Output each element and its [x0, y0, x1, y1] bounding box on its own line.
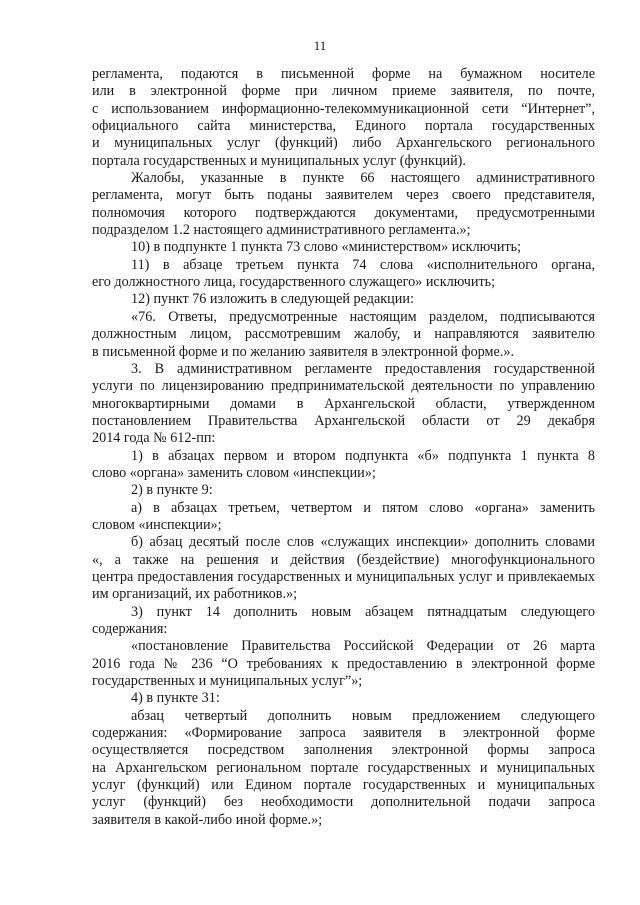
text-line: словом «инспекции»;: [92, 516, 222, 533]
text-line: а) в абзацах третьем, четвертом и пятом слово «органа» заменить: [131, 499, 595, 516]
text-line: официального сайта министерства, Единого портала государственных: [92, 118, 595, 135]
text-line: в письменной форме и по желанию заявителя в электронной форме.».: [92, 343, 515, 360]
text-line: 4) в пункте 31:: [131, 690, 220, 707]
document-body: [92, 66, 595, 829]
text-line: регламента, подаются в письменной форме на бумажном носителе: [92, 66, 595, 82]
text-line: б) абзац десятый после слов «служащих инспекции» дополнить словами: [131, 534, 595, 551]
text-line: 2016 года № 236 “О требованиях к предоставлению в электронной форме: [92, 655, 595, 672]
text-line: портала государственных и муниципальных услуг (функций).: [92, 152, 466, 169]
text-line: центра предоставления государственных и муниципальных услуг и привлекаемых: [92, 568, 595, 585]
text-line: осуществляется посредством заполнения электронной формы запроса: [92, 742, 595, 759]
text-line: полномочия которого подтверждаются документами, предусмотренными: [92, 204, 595, 221]
text-line: абзац четвертый дополнить новым предложением следующего: [131, 707, 595, 724]
text-line: или в электронной форме при личном приеме заявителя, по почте,: [92, 83, 595, 100]
text-line: регламента, могут быть поданы заявителем через своего представителя,: [92, 187, 595, 204]
text-line: 1) в абзацах первом и втором подпункта «б» подпункта 1 пункта 8: [131, 447, 595, 464]
text-line: 12) пункт 76 изложить в следующей редакции:: [131, 291, 414, 308]
text-line: и муниципальных услуг (функций) либо Архангельского регионального: [92, 135, 595, 152]
text-line: государственных и муниципальных услуг”»;: [92, 673, 363, 690]
text-line: услуг (функций) или Едином портале государственных и муниципальных: [92, 777, 595, 794]
text-line: постановлением Правительства Архангельской области от 29 декабря: [92, 412, 595, 429]
text-line: Жалобы, указанные в пункте 66 настоящего административного: [131, 170, 595, 187]
page-number: 11: [313, 38, 327, 53]
text-line: 3) пункт 14 дополнить новым абзацем пятнадцатым следующего: [131, 603, 595, 620]
text-line: 2014 года № 612-пп:: [92, 430, 216, 447]
text-line: им организаций, их работников.»;: [92, 586, 298, 603]
text-line: 10) в подпункте 1 пункта 73 слово «министерством» исключить;: [131, 239, 522, 256]
text-line: «постановление Правительства Российской Федерации от 26 марта: [131, 638, 595, 655]
text-line: многоквартирными домами в Архангельской области, утвержденном: [92, 395, 595, 412]
text-line: услуги по лицензированию предпринимательской деятельности по управлению: [92, 378, 595, 395]
text-line: 2) в пункте 9:: [131, 482, 213, 499]
text-line: 11) в абзаце третьем пункта 74 слова «исполнительного органа,: [131, 256, 595, 273]
text-line: услуг (функций) без необходимости дополнительной подачи запроса: [92, 794, 595, 811]
text-line: на Архангельском региональном портале государственных и муниципальных: [92, 759, 595, 776]
text-line: содержания: «Формирование запроса заявителя в электронной форме: [92, 725, 595, 742]
text-line: «, а также на решения и действия (бездействие) многофункционального: [92, 551, 595, 568]
text-line: слово «органа» заменить словом «инспекции»;: [92, 464, 376, 481]
text-line: подразделом 1.2 настоящего административного регламента.»;: [92, 222, 471, 239]
text-line: должностным лицом, рассмотревшим жалобу, и направляются заявителю: [92, 326, 595, 343]
text-line: содержания:: [92, 621, 168, 637]
text-line: его должностного лица, государственного служащего» исключить;: [92, 274, 496, 291]
text-line: заявителя в какой-либо иной форме.»;: [92, 811, 323, 828]
text-line: «76. Ответы, предусмотренные настоящим разделом, подписываются: [131, 308, 595, 325]
text-line: с использованием информационно-телекоммуникационной сети “Интернет”,: [92, 100, 595, 117]
text-line: 3. В административном регламенте предоставления государственной: [131, 360, 595, 377]
